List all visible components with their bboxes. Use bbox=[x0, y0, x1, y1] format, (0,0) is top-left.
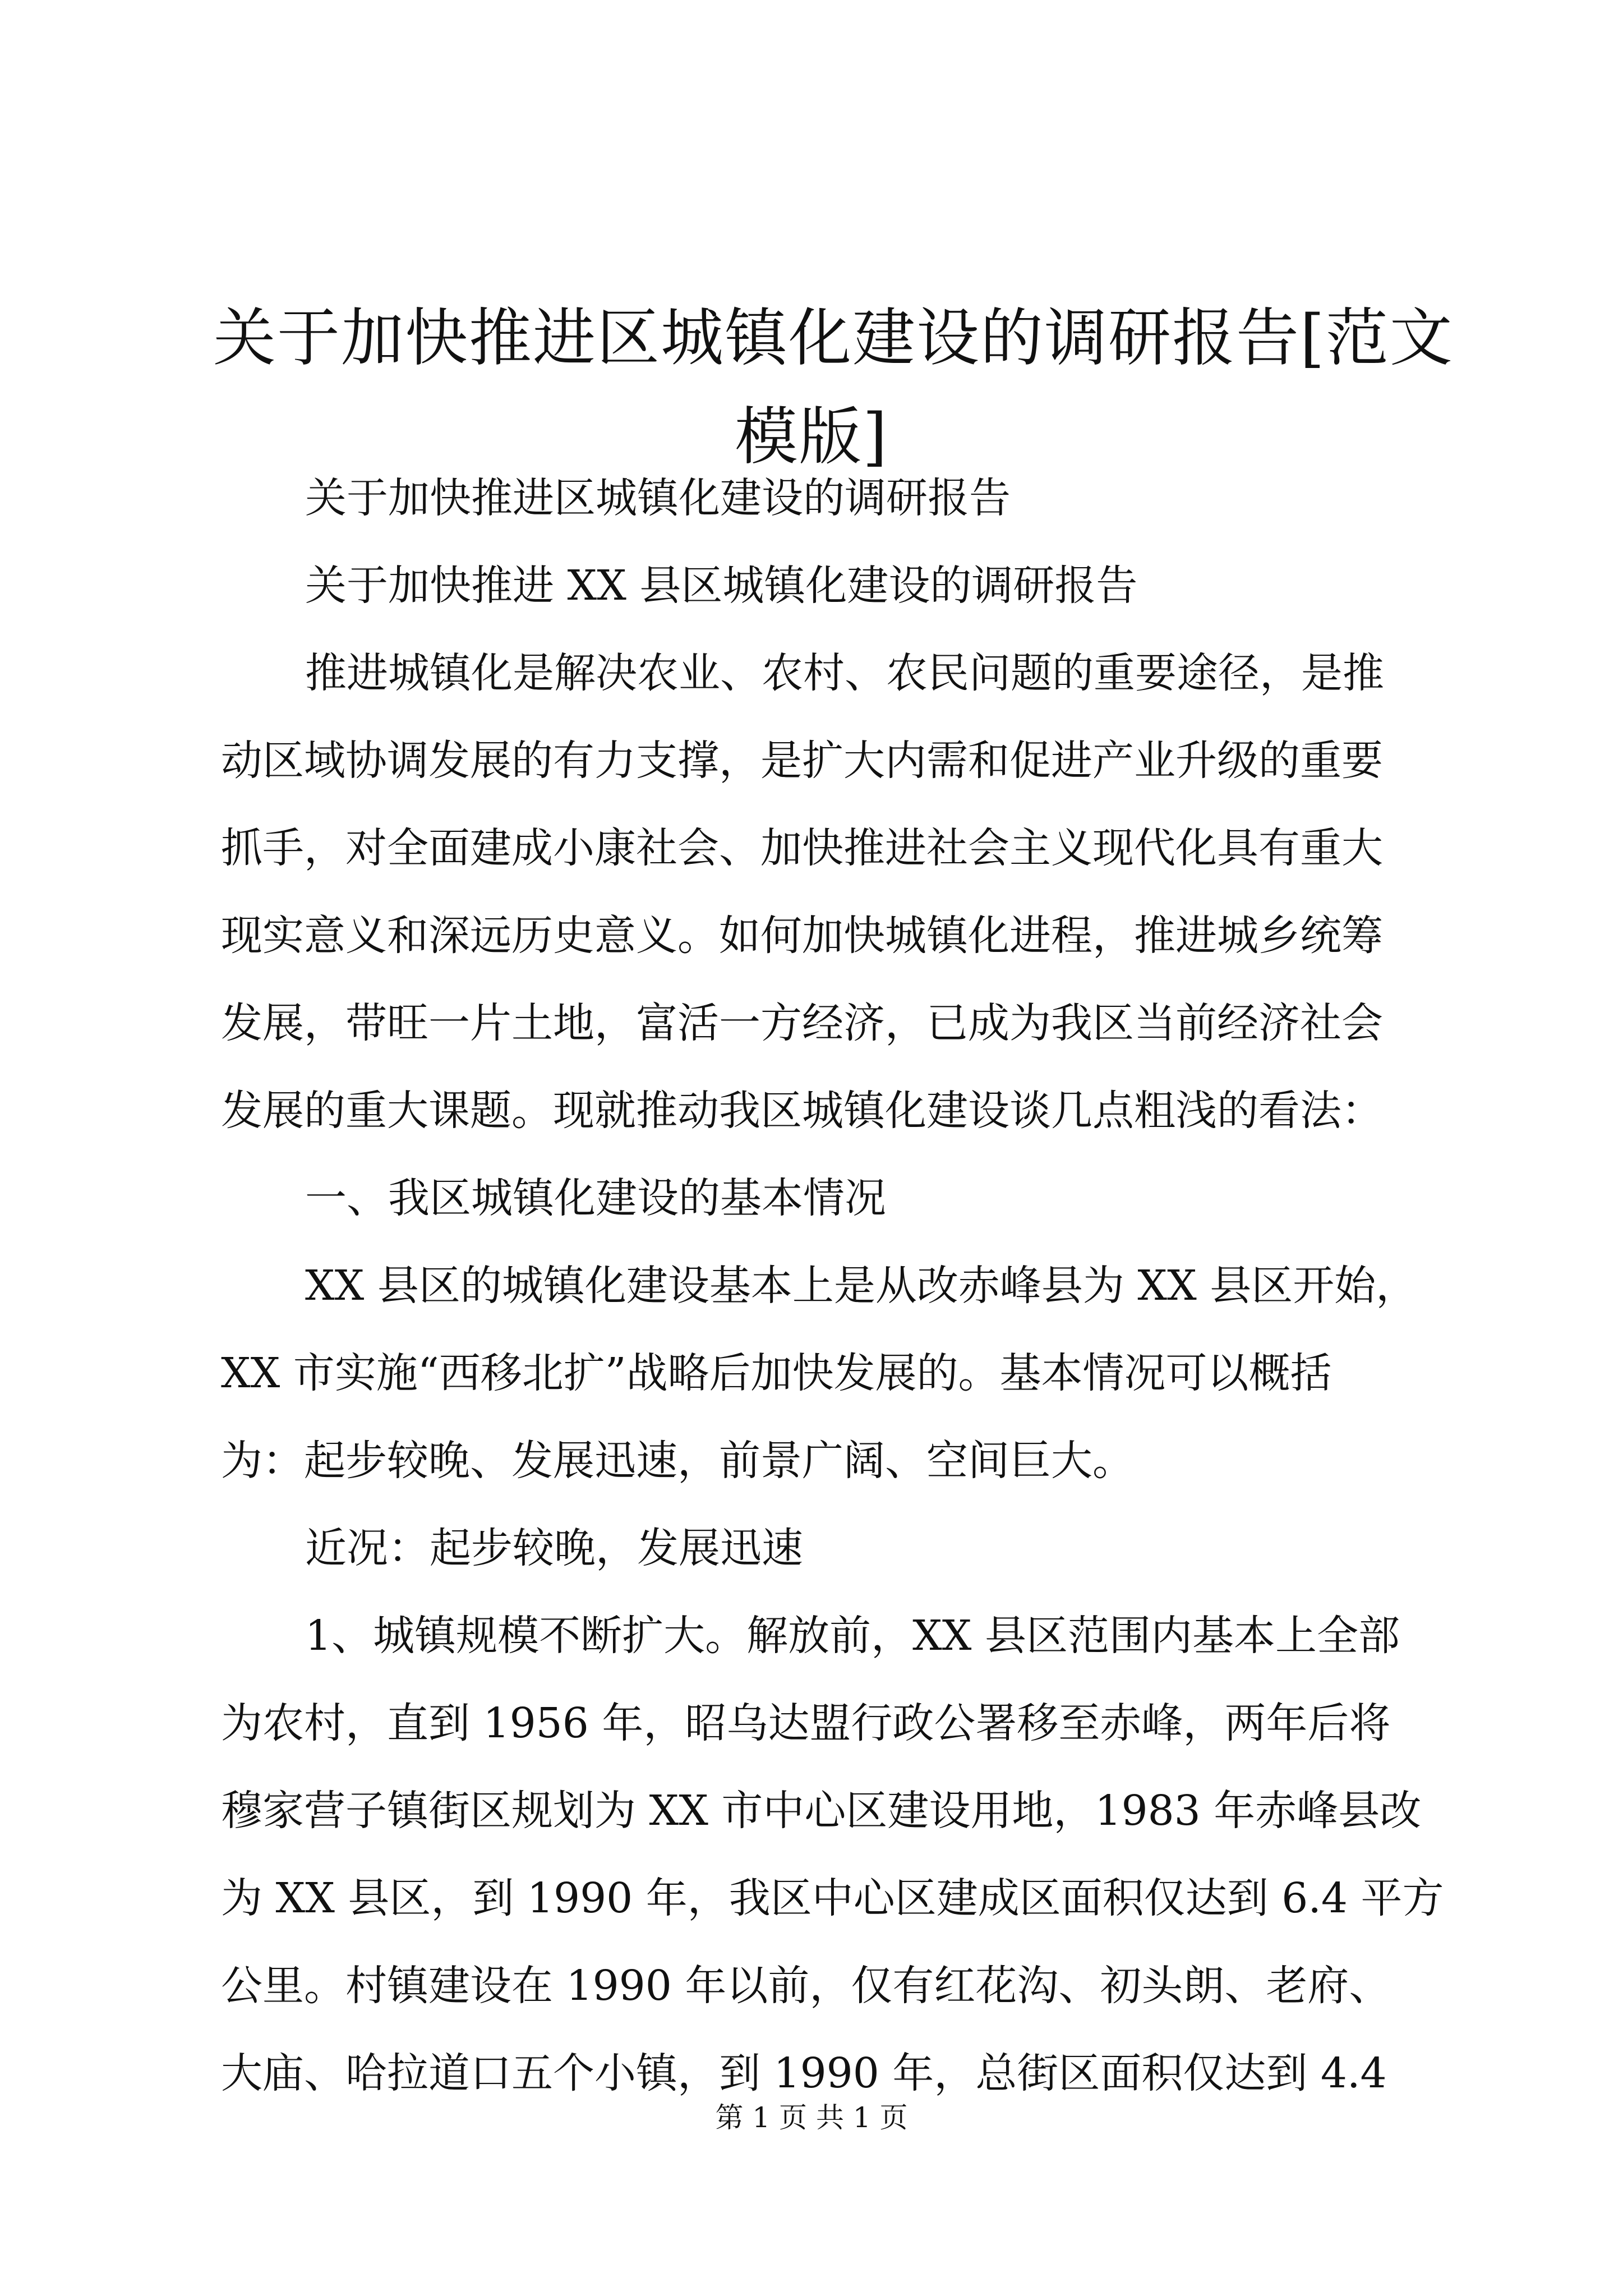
paragraph-line: 为 XX 县区，到 1990 年，我区中心区建成区面积仅达到 6.4 平方 bbox=[221, 1874, 1444, 1922]
paragraph-line: 动区域协调发展的有力支撑，是扩大内需和促进产业升级的重要 bbox=[221, 737, 1383, 785]
paragraph-scale bbox=[221, 1592, 1444, 2117]
paragraph-line: 一、我区城镇化建设的基本情况 bbox=[305, 1174, 886, 1222]
paragraph-line: 推进城镇化是解决农业、农村、农民问题的重要途径，是推 bbox=[305, 649, 1384, 697]
paragraph-line: 发展的重大课题。现就推动我区城镇化建设谈几点粗浅的看法： bbox=[221, 1087, 1383, 1135]
paragraph-line: XX 县区的城镇化建设基本上是从改赤峰县为 XX 县区开始， bbox=[305, 1262, 1418, 1310]
paragraph-line: 现实意义和深远历史意义。如何加快城镇化进程，推进城乡统筹 bbox=[221, 912, 1383, 960]
paragraph-line: 1、城镇规模不断扩大。解放前，XX 县区范围内基本上全部 bbox=[305, 1612, 1400, 1660]
paragraph-line: 为：起步较晚、发展迅速，前景广阔、空间巨大。 bbox=[221, 1437, 1134, 1485]
paragraph-line: 关于加快推进区城镇化建设的调研报告 bbox=[305, 474, 1011, 522]
paragraph-line: XX 市实施“西移北扩”战略后加快发展的。基本情况可以概括 bbox=[221, 1349, 1332, 1397]
paragraph-intro bbox=[221, 629, 1421, 1154]
paragraph-subtitle bbox=[221, 454, 1421, 542]
title-line: 模版] bbox=[735, 401, 888, 474]
section-heading bbox=[221, 1154, 1421, 1242]
paragraph-line: 关于加快推进 XX 县区城镇化建设的调研报告 bbox=[305, 562, 1138, 610]
subsection-heading bbox=[221, 1504, 1421, 1592]
paragraph-overview bbox=[221, 1242, 1421, 1504]
paragraph-subtitle-full bbox=[221, 542, 1421, 629]
paragraph-line: 公里。村镇建设在 1990 年以前，仅有红花沟、初头朗、老府、 bbox=[221, 1962, 1391, 2010]
document-body bbox=[221, 454, 1444, 2117]
paragraph-line: 抓手，对全面建成小康社会、加快推进社会主义现代化具有重大 bbox=[221, 824, 1383, 872]
paragraph-line: 为农村，直到 1956 年，昭乌达盟行政公署移至赤峰，两年后将 bbox=[221, 1699, 1391, 1747]
paragraph-line: 穆家营子镇街区规划为 XX 市中心区建设用地，1983 年赤峰县改 bbox=[221, 1787, 1422, 1835]
paragraph-line: 大庙、哈拉道口五个小镇，到 1990 年，总街区面积仅达到 4.4 bbox=[221, 2049, 1387, 2097]
page-footer: 第 1 页 共 1 页 bbox=[715, 2101, 908, 2134]
paragraph-line: 近况：起步较晚，发展迅速 bbox=[305, 1524, 803, 1572]
paragraph-line: 发展，带旺一片土地，富活一方经济，已成为我区当前经济社会 bbox=[221, 999, 1383, 1047]
title-line: 关于加快推进区城镇化建设的调研报告[范文 bbox=[213, 302, 1454, 375]
